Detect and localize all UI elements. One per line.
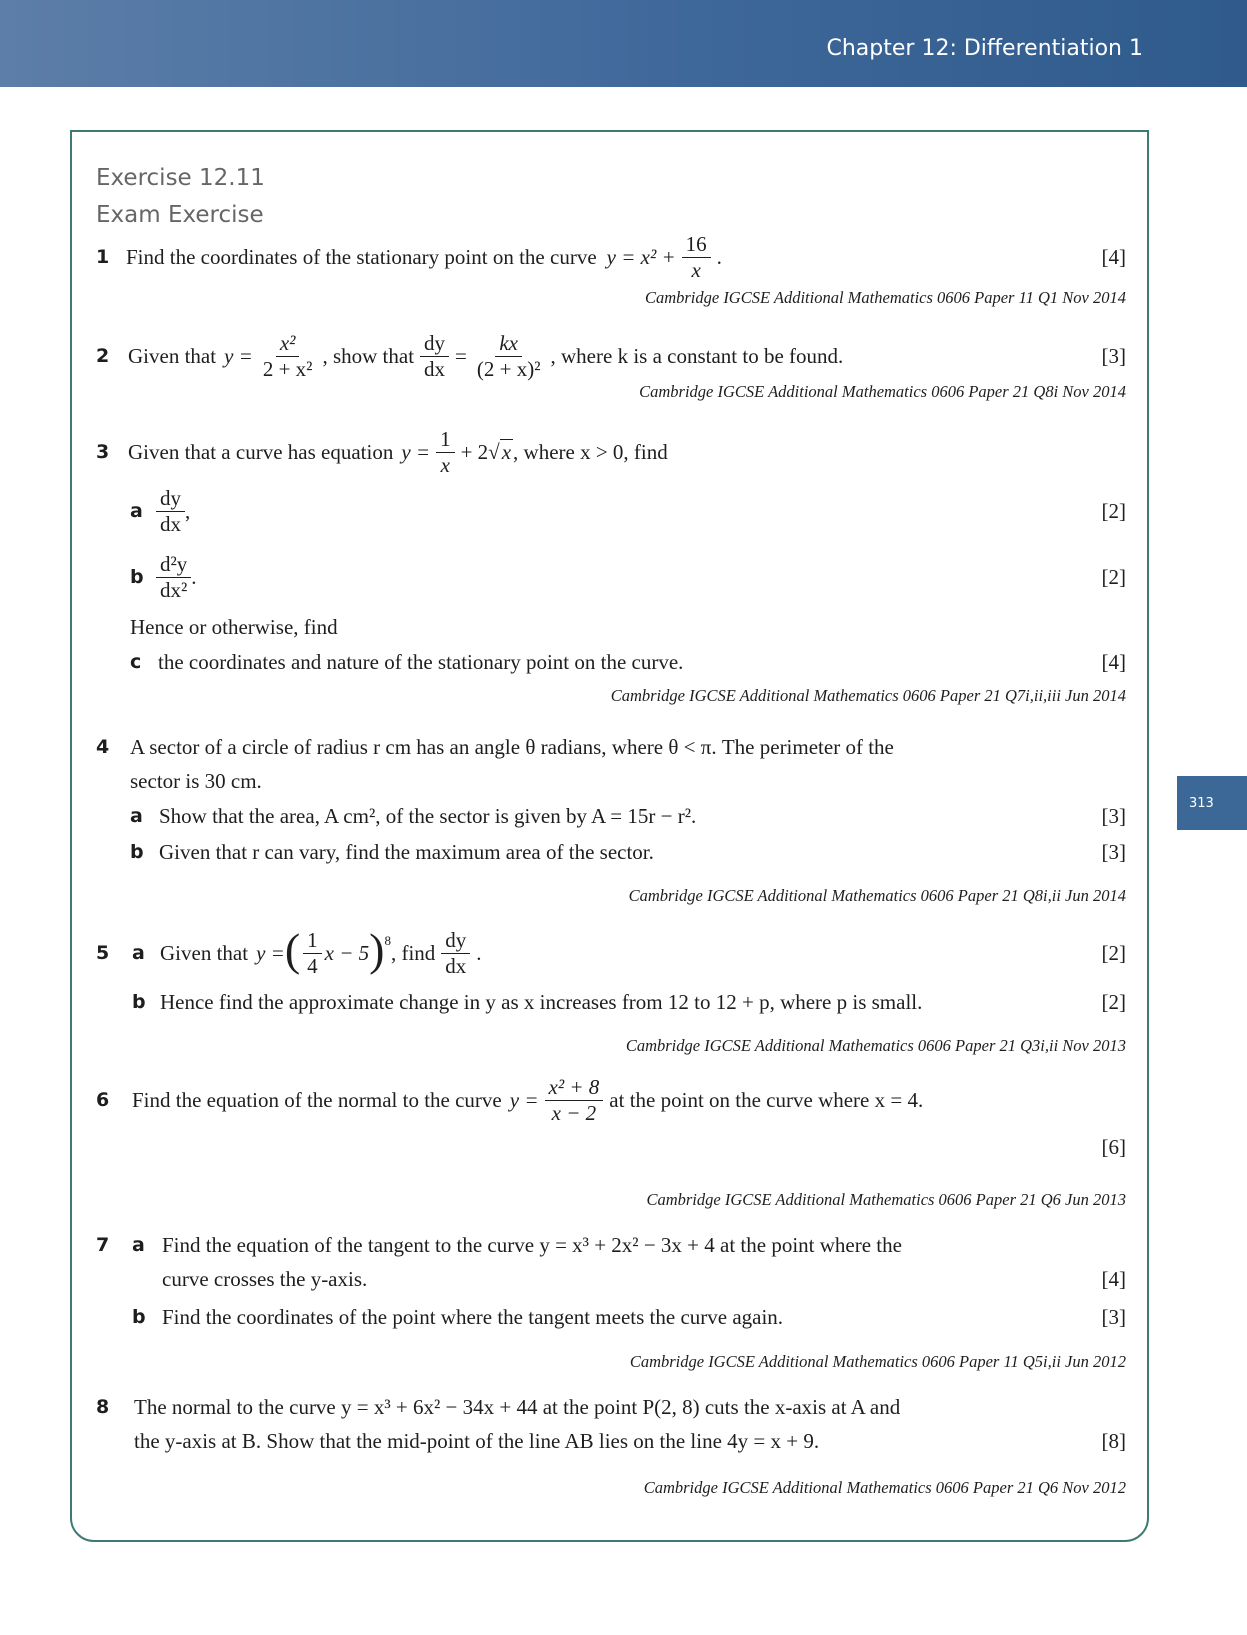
exercise-subtitle: Exam Exercise bbox=[96, 202, 264, 228]
chapter-title: Chapter 12: Differentiation 1 bbox=[826, 36, 1143, 61]
question-text: Find the equation of the normal to the curve bbox=[132, 1087, 502, 1112]
question-number: 4 bbox=[96, 736, 110, 758]
marks: [2] bbox=[1101, 940, 1126, 965]
question-text: Hence or otherwise, find bbox=[130, 614, 338, 639]
question-7 bbox=[96, 1228, 1130, 1372]
question-text: The normal to the curve y = x³ + 6x² − 34x + 44 at the point P(2, 8) cuts the x-axis at A and bbox=[134, 1394, 901, 1419]
part-label: a bbox=[130, 500, 143, 522]
question-source: Cambridge IGCSE Additional Mathematics 0606 Paper 21 Q3i,ii Nov 2013 bbox=[625, 1036, 1126, 1055]
fraction: $\frac{\text{x² + 8}}{x - 2}$ bbox=[545, 1075, 604, 1124]
question-source: Cambridge IGCSE Additional Mathematics 0606 Paper 11 Q5i,ii Jun 2012 bbox=[629, 1352, 1126, 1371]
question-4 bbox=[96, 730, 1130, 906]
math-expression: y = x² + bbox=[606, 244, 676, 269]
derivative: $\frac{dy}{dx}$ bbox=[420, 331, 449, 380]
derivative: $\frac{dy}{dx}$ bbox=[441, 928, 470, 977]
second-derivative: $\frac{\text{d²y}}{\text{dx²}}$ bbox=[156, 552, 191, 601]
question-source: Cambridge IGCSE Additional Mathematics 0606 Paper 21 Q6 Jun 2013 bbox=[646, 1190, 1126, 1209]
marks: [2] bbox=[1101, 989, 1126, 1014]
question-text: Find the coordinates of the stationary point on the curve bbox=[126, 244, 597, 269]
question-number: 5 bbox=[96, 942, 110, 964]
question-source: Cambridge IGCSE Additional Mathematics 0606 Paper 21 Q8i,ii Jun 2014 bbox=[628, 886, 1126, 905]
part-label: b bbox=[130, 566, 144, 588]
question-text: Show that the area, A cm², of the sector is given by A = 15r − r². bbox=[159, 803, 697, 828]
exercise-title: Exercise 12.11 bbox=[96, 165, 265, 191]
part-label: c bbox=[130, 651, 142, 673]
part-label: a bbox=[130, 805, 143, 827]
question-text: Given that bbox=[128, 343, 217, 368]
question-source: Cambridge IGCSE Additional Mathematics 0606 Paper 11 Q1 Nov 2014 bbox=[644, 288, 1126, 307]
marks: [4] bbox=[1101, 244, 1126, 269]
part-label: b bbox=[132, 1306, 146, 1328]
marks: [2] bbox=[1101, 564, 1126, 589]
part-label: b bbox=[132, 991, 146, 1013]
fraction: $\frac{1}{x}$ bbox=[436, 427, 455, 476]
question-text: Find the coordinates of the point where the tangent meets the curve again. bbox=[162, 1304, 784, 1329]
question-number: 8 bbox=[96, 1396, 110, 1418]
question-text: Hence find the approximate change in y as x increases from 12 to 12 + p, where p is small. bbox=[160, 989, 923, 1014]
question-text: Find the equation of the tangent to the curve y = x³ + 2x² − 3x + 4 at the point where the bbox=[162, 1232, 902, 1257]
page-number: 313 bbox=[1189, 795, 1214, 811]
question-8 bbox=[96, 1390, 1130, 1498]
question-number: 3 bbox=[96, 441, 110, 463]
question-1: 1 Find the coordinates of the stationary point on the curve y = x² + $\frac{16}{x}$ . [4] Cambridge IGCSE Additional Mathematics 0606 Paper 11 Q1 Nov 2014 bbox=[96, 230, 1130, 308]
question-source: Cambridge IGCSE Additional Mathematics 0606 Paper 21 Q7i,ii,iii Jun 2014 bbox=[610, 686, 1126, 705]
marks: [4] bbox=[1101, 1266, 1126, 1291]
question-3: 3 Given that a curve has equation y = $\frac{1}{x}$ + 2 √ x , where x > 0, find a $\frac{dy}{dx}$ , [2] b $\frac{\text{d²y}}{\text{dx²}}$ . [2] Hence or otherwise, find c the coordinates and nature of the stationary point on the curve. [4] Cambridge IGCSE Additional Mathematics 0606 Paper 21 Q7i,ii,iii Jun 2014 bbox=[96, 426, 1130, 706]
marks: [4] bbox=[1101, 649, 1126, 674]
marks: [2] bbox=[1101, 498, 1126, 523]
question-text: curve crosses the y-axis. bbox=[162, 1266, 368, 1291]
question-number: 7 bbox=[96, 1234, 110, 1256]
derivative: $\frac{dy}{dx}$ bbox=[156, 486, 185, 535]
fraction: $\frac{kx}{\text{(2 + x)²}}$ bbox=[476, 331, 541, 381]
marks: [3] bbox=[1101, 803, 1126, 828]
chapter-banner bbox=[0, 0, 1247, 87]
marks: [6] bbox=[1101, 1134, 1126, 1159]
question-text: the y-axis at B. Show that the mid-point of the line AB lies on the line 4y = x + 9. bbox=[134, 1428, 820, 1453]
question-6: 6 Find the equation of the normal to the curve y = $\frac{\text{x² + 8}}{x - 2}$ at the point on the curve where x = 4. [6] Cambridge IGCSE Additional Mathematics 0606 Paper 21 Q6 Jun 2013 bbox=[96, 1070, 1130, 1210]
question-text: Given that a curve has equation bbox=[128, 439, 394, 464]
part-label: b bbox=[130, 841, 144, 863]
marks: [3] bbox=[1101, 839, 1126, 864]
question-2: 2 Given that y = $\frac{\text{x²}}{\text{2 + x²}}$ , show that $\frac{dy}{dx}$ = $\frac{kx}{\text{(2 + x)²}}$ , where k is a constant to be found. [3] Cambridge IGCSE Additional Mathematics 0606 Paper 21 Q8i Nov 2014 bbox=[96, 328, 1130, 402]
question-number: 1 bbox=[96, 246, 110, 268]
marks: [8] bbox=[1101, 1428, 1126, 1453]
question-text: sector is 30 cm. bbox=[130, 768, 262, 793]
question-source: Cambridge IGCSE Additional Mathematics 0606 Paper 21 Q6 Nov 2012 bbox=[643, 1478, 1126, 1497]
question-number: 2 bbox=[96, 345, 110, 367]
question-text: Given that r can vary, find the maximum area of the sector. bbox=[159, 839, 654, 864]
question-text: Given that bbox=[160, 940, 249, 965]
marks: [3] bbox=[1101, 343, 1126, 368]
question-text: the coordinates and nature of the stationary point on the curve. bbox=[158, 649, 684, 674]
question-5: 5 a Given that y = ( $\frac{1}{4}$ x − 5 ) $^8$ , find $\frac{dy}{dx}$ . [2] b Hence find the approximate change in y as x increases from 12 to 12 + p, where p is small. [2] Cambridge IGCSE Additional Mathematics 0606 Paper 21 Q3i,ii Nov 2013 bbox=[96, 922, 1130, 1056]
question-text: A sector of a circle of radius r cm has an angle θ radians, where θ < π. The perimeter of the bbox=[130, 734, 894, 759]
exercise-content bbox=[96, 160, 1130, 1498]
question-source: Cambridge IGCSE Additional Mathematics 0606 Paper 21 Q8i Nov 2014 bbox=[639, 382, 1126, 401]
part-label: a bbox=[132, 942, 145, 964]
fraction: $\frac{1}{4}$ bbox=[303, 928, 322, 977]
part-label: a bbox=[132, 1234, 145, 1256]
question-number: 6 bbox=[96, 1089, 110, 1111]
fraction: $\frac{16}{x}$ bbox=[682, 232, 711, 281]
fraction: $\frac{\text{x²}}{\text{2 + x²}}$ bbox=[262, 331, 313, 381]
page-number-tab bbox=[1177, 776, 1247, 830]
marks: [3] bbox=[1101, 1304, 1126, 1329]
